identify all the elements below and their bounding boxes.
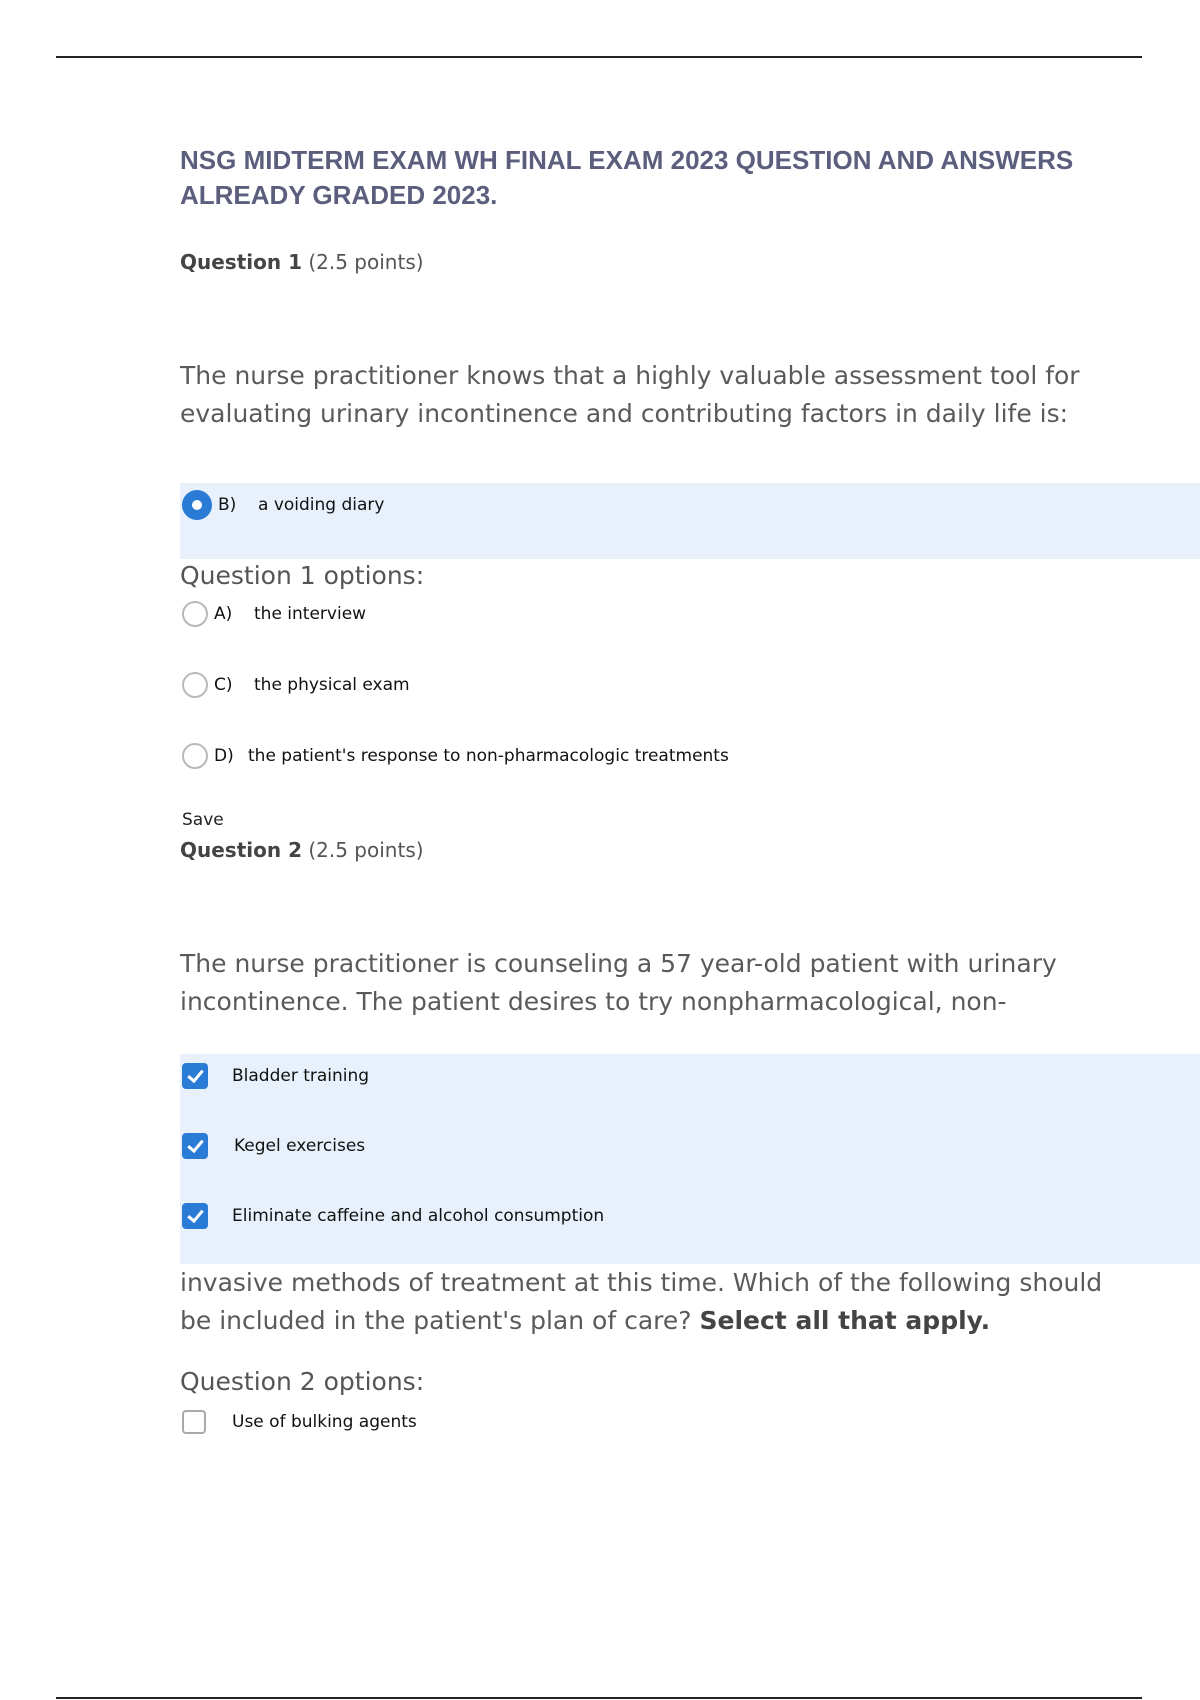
question-2-selected-answer[interactable] — [182, 1063, 369, 1089]
option-text: a voiding diary — [258, 495, 385, 515]
save-button[interactable]: Save — [182, 810, 224, 830]
option-text: Kegel exercises — [234, 1136, 366, 1156]
question-2-option[interactable] — [182, 1410, 417, 1434]
radio-unselected-icon[interactable] — [182, 601, 208, 627]
checkbox-unchecked-icon[interactable] — [182, 1410, 206, 1434]
question-1-option-d[interactable] — [182, 743, 729, 769]
option-text: the interview — [254, 604, 367, 624]
checkbox-checked-icon[interactable] — [182, 1133, 208, 1159]
radio-unselected-icon[interactable] — [182, 743, 208, 769]
checkbox-checked-icon[interactable] — [182, 1063, 208, 1089]
question-2-label: Question 2 — [180, 838, 302, 862]
question-2-header — [180, 838, 424, 862]
document-title: NSG MIDTERM EXAM WH FINAL EXAM 2023 QUESTION AND ANSWERS ALREADY GRADED 2023. — [180, 145, 1074, 210]
question-1-points: (2.5 points) — [301, 250, 424, 274]
question-2-selected-answer[interactable] — [182, 1133, 365, 1159]
top-rule — [56, 56, 1142, 58]
question-2-text-part-2-plain: invasive methods of treatment at this time. Which of the following should be included in the patient's plan of care? — [180, 1268, 1103, 1335]
option-text: Use of bulking agents — [232, 1412, 417, 1432]
option-letter: D) — [214, 746, 234, 766]
option-text: the patient's response to non-pharmacologic treatments — [248, 746, 729, 766]
option-text: Bladder training — [232, 1066, 370, 1086]
question-1-options-heading: Question 1 options: — [180, 561, 425, 590]
radio-unselected-icon[interactable] — [182, 672, 208, 698]
question-1-option-a[interactable] — [182, 601, 366, 627]
question-2-options-heading: Question 2 options: — [180, 1367, 425, 1396]
question-1-label: Question 1 — [180, 250, 302, 274]
question-2-text-part-1: The nurse practitioner is counseling a 57 year-old patient with urinary incontinence. The patient desires to try nonpharmacological, non- — [180, 949, 1057, 1016]
question-1-header — [180, 250, 424, 274]
option-letter: C) — [214, 675, 233, 695]
option-letter: A) — [214, 604, 233, 624]
checkbox-checked-icon[interactable] — [182, 1203, 208, 1229]
question-1-selected-answer[interactable] — [182, 490, 384, 520]
question-1-text: The nurse practitioner knows that a highly valuable assessment tool for evaluating urinary incontinence and contributing factors in daily life is: — [180, 361, 1080, 428]
question-1-option-c[interactable] — [182, 672, 410, 698]
option-letter: B) — [218, 495, 237, 515]
question-2-selected-answer[interactable] — [182, 1203, 604, 1229]
bottom-rule — [56, 1697, 1142, 1699]
option-text: the physical exam — [254, 675, 410, 695]
question-2-points: (2.5 points) — [301, 838, 424, 862]
radio-selected-icon[interactable] — [182, 490, 212, 520]
select-all-instruction: Select all that apply. — [699, 1306, 991, 1335]
option-text: Eliminate caffeine and alcohol consumption — [232, 1206, 605, 1226]
question-2-text-part-2 — [180, 1264, 1120, 1340]
